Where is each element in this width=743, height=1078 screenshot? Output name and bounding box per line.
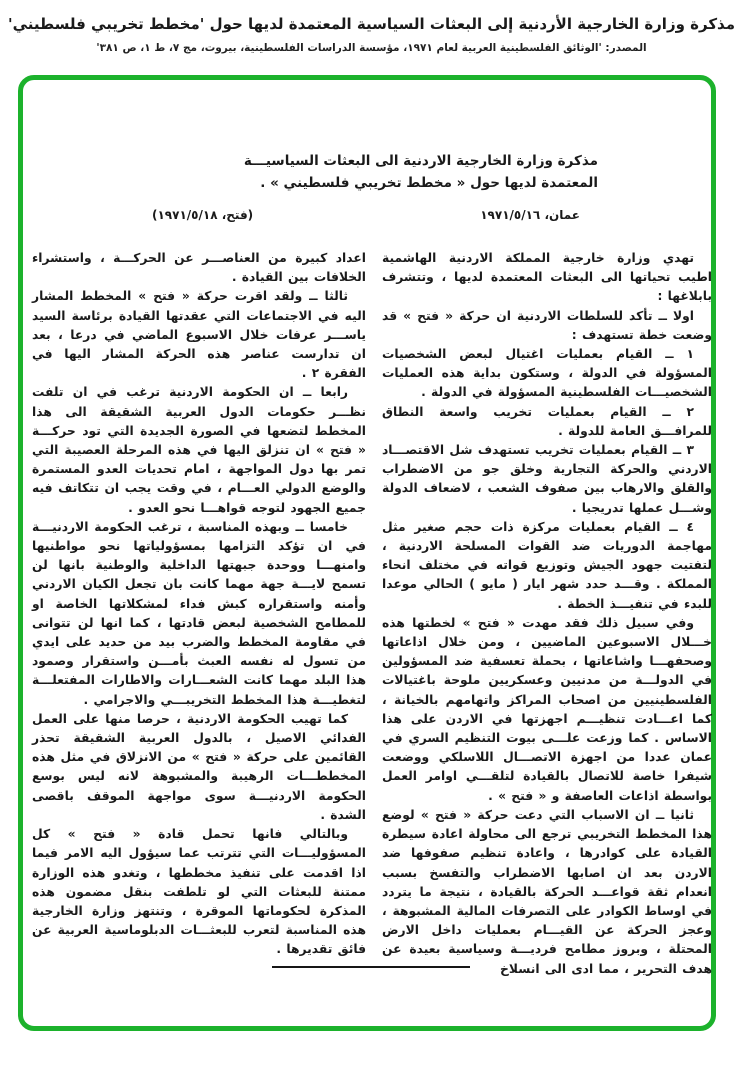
page-header bbox=[0, 14, 743, 54]
memo-title bbox=[143, 150, 598, 194]
memo-body bbox=[32, 249, 712, 979]
memo-title-line1: مذكرة وزارة الخارجية الاردنية الى البعثات السياسيـــة bbox=[243, 153, 598, 169]
memo-title-line2: المعتمدة لديها حول « مخطط تخريبي فلسطيني » . bbox=[260, 175, 598, 191]
memo-paragraph: ثانيا ــ ان الاسباب التي دعت حركة « فتح » لوضع هذا المخطط التخريبي ترجع الى محاولة اعادة سيطرة القيادة على كوادرها ، واعادة تنظيم صفوفها ضد الاردن بعد ان اصابها الاضطراب والتفسخ بسبب انعدام ثقة قواعـــد الحركة بالقيادة ، نتيجة ما يتردد في اوساط الكوادر على التصرفات المالية المشبوهة ، وعجز الحركة عن القيـــام بعمليات داخل الارض المحتلة ، وبروز مطامح فرديـــة وسياسية بعيدة عن هدف التحرير ، مما ادى الى انسلاخ bbox=[382, 807, 712, 976]
memo-paragraph: ١ ــ القيام بعمليات اغتيال لبعض الشخصيات المسؤولة في الدولة ، وستكون بداية هذه العمليات الشخصيـــات الفلسطينية المسؤولة في الدولة . bbox=[382, 347, 712, 400]
memo-column-left bbox=[32, 249, 366, 960]
memo-place-date: عمان، ١٩٧١/٥/١٦ bbox=[480, 208, 580, 222]
memo-paragraph: تهدي وزارة خارجية المملكة الاردنية الهاشمية اطيب تحياتها الى البعثات المعتمدة لديها ، وتتشرف بابلاغها : bbox=[382, 251, 712, 304]
memo-paragraph: رابعا ــ ان الحكومة الاردنية ترغب في ان تلفت نظـــر حكومات الدول العربية الشقيقة الى هذا المخطط لتضعها في الصورة الجديدة التي تود حركـــة « فتح » ان تنزلق اليها في هذه المرحلة العصيبة التي تمر بها دول المواجهة ، امام تحديات العدو المستمرة والوضع الدولي العـــام ، في وقت يجب ان تتكاتف فيه جميع الجهود لتوجه قواهـــا نحو العدو . bbox=[32, 385, 366, 515]
memo-dateline bbox=[152, 208, 580, 222]
memo-paragraph: اعداد كبيرة من العناصـــر عن الحركـــة ، واستشراء الخلافات بين القيادة . bbox=[32, 251, 366, 285]
memo-paragraph: ٣ ــ القيام بعمليات تخريب تستهدف شل الاقتصـــاد الاردني والحركة التجارية وخلق جو من الاضطراب والقلق والارهاب بين صفوف الشعب ، لاضعاف الدولة وشـــل عملها تدريجيا . bbox=[382, 443, 712, 515]
memo-paragraph: خامسا ــ وبهذه المناسبة ، ترغب الحكومة الاردنيـــة في ان تؤكد التزامها بمسؤولياتها نحو مواطنيها وامنهـــا ووحدة جبهتها الداخلية والوطنية بانها لن تسمح لايـــة جهة مهما كانت بان تجعل الكيان الاردني وأمنه واستقراره كبش فداء لمشكلاتها الخاصة او للمطامح الشخصية لبعض قادتها ، كما انها لن تتوانى في مقاومة المخطط والضرب بيد من حديد على ايدي من تسول له نفسه العبث بأمـــن واستقرار وصمود هذا البلد مهما كانت الشعـــارات والاطارات المفتعلـــة لتغطيـــة هذا المخطط التخريبـــي والاجرامي . bbox=[32, 519, 366, 707]
document-caption: مذكرة وزارة الخارجية الأردنية إلى البعثات السياسية المعتمدة لديها حول 'مخطط تخريبي فلسطيني' bbox=[8, 15, 735, 33]
memo-fateh-date: (فتح، ١٩٧١/٥/١٨) bbox=[152, 208, 254, 222]
memo-paragraph: ٤ ــ القيام بعمليات مركزة ذات حجم صغير مثل مهاجمة الدوريات ضد القوات المسلحة الاردنية ، لتفتيت جهود الجيش وتوزيع قواته في مختلف انحاء المملكة . وقـــد حدد شهر ايار ( مايو ) الحالي موعدا للبدء في تنفيـــذ الخطة . bbox=[382, 519, 712, 611]
memo-paragraph: كما تهيب الحكومة الاردنية ، حرصا منها على العمل الفدائي الاصيل ، بالدول العربية الشقيقة تحذر القائمين على حركة « فتح » من الانزلاق في مثل هذه المخططـــات الرهيبة والمشبوهة لانه ليس بوسع الحكومة الاردنيـــة سوى مواجهة الموقف باقصى الشدة . bbox=[32, 711, 366, 822]
end-of-document-rule bbox=[272, 966, 470, 968]
memo-paragraph: ٢ ــ القيام بعمليات تخريب واسعة النطاق للمرافـــق العامة للدولة . bbox=[382, 404, 712, 438]
document-source-citation: المصدر: 'الوثائق الفلسطينية العربية لعام ١٩٧١، مؤسسة الدراسات الفلسطينية، بيروت، مج ٧، ط ١، ص ٣٨١' bbox=[96, 42, 647, 54]
memo-paragraph: ثالثا ــ ولقد اقرت حركة « فتح » المخطط المشار اليه في الاجتماعات التي عقدتها القيادة برئاسة السيد ياســـر عرفات خلال الاسبوع الماضي في درعا ، بعد ان تدارست عناصر هذه الحركة المشار اليها في الفقرة ٢ . bbox=[32, 289, 366, 381]
memo-paragraph: اولا ــ تأكد للسلطات الاردنية ان حركة « فتح » قد وضعت خطة تستهدف : bbox=[382, 308, 712, 342]
memo-paragraph: وفي سبيل ذلك فقد مهدت « فتح » لخطتها هذه خـــلال الاسبوعين الماضيين ، ومن خلال اذاعاتها وصحفهـــا واشاعاتها ، بحملة تعسفية ضد المسؤولين في الدولـــة من مدنيين وعسكريين ملوحة باغتيالات الفلسطينيين من اصحاب المراكز واتهامهم بالخيانة ، كما اعـــادت تنظيـــم اجهزتها في الاردن على هذا الاساس . كما وزعت علـــى بيوت التنظيم السري في عمان عددا من اجهزة الاتصـــال اللاسلكي ووضعت شيفرا خاصة للاتصال بالقيادة لتلقـــي اوامر العمل بواسطة اذاعات العاصفة و « فتح » . bbox=[382, 615, 712, 803]
memo-paragraph: وبالتالي فانها تحمل قادة « فتح » كل المسؤوليـــات التي تترتب عما سيؤول اليه الامر فيما اذا اقدمت على تنفيذ مخططها ، وتغدو هذه الوزارة ممتنة للبعثات التي لو تلطفت بنقل مضمون هذه المذكرة لحكوماتها الموقرة ، وتنتهز وزارة الخارجية هذه المناسبة لتعرب للبعثـــات الدبلوماسية العربية عن فائق تقديرها . bbox=[32, 827, 366, 957]
memo-column-right bbox=[382, 249, 712, 979]
